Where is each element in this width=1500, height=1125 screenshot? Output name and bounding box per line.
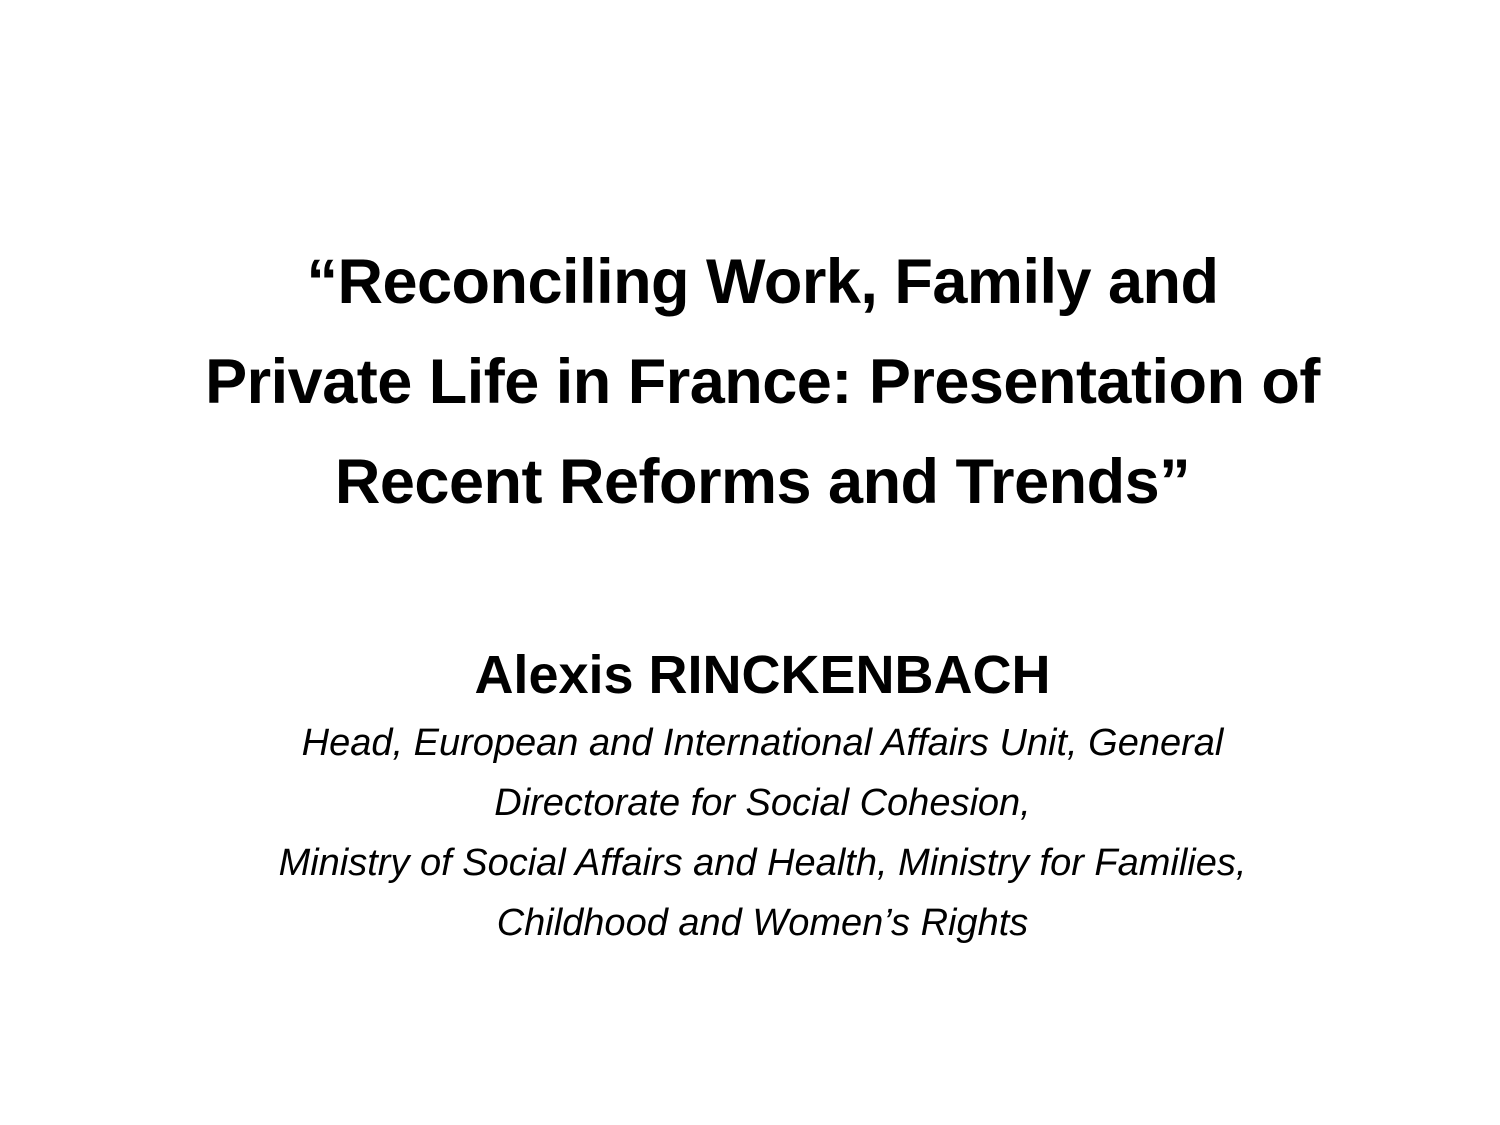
title-line-2: Private Life in France: Presentation of bbox=[205, 347, 1320, 417]
author-name: Alexis RINCKENBACH bbox=[474, 645, 1051, 705]
affiliation-line-3: Ministry of Social Affairs and Health, Ministry for Families, bbox=[278, 842, 1247, 884]
title-line-3: Recent Reforms and Trends” bbox=[334, 447, 1191, 517]
slide-title bbox=[60, 232, 1465, 532]
affiliation-line-4: Childhood and Women’s Rights bbox=[496, 902, 1029, 944]
title-line-1: “Reconciling Work, Family and bbox=[306, 247, 1219, 317]
affiliation-line-2: Directorate for Social Cohesion, bbox=[494, 782, 1031, 824]
author-block bbox=[60, 637, 1465, 953]
affiliation-line-1: Head, European and International Affairs Unit, General bbox=[301, 722, 1224, 764]
